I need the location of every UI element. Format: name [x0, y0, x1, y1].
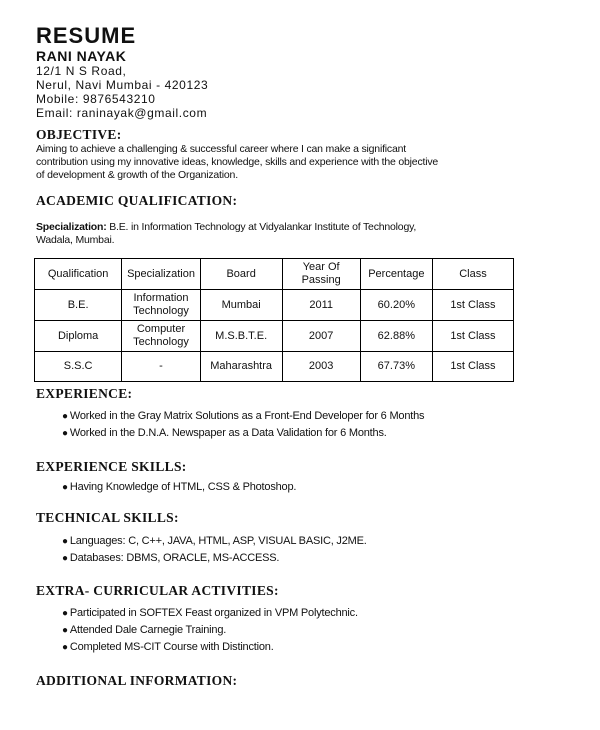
address-line-1: 12/1 N S Road,	[36, 64, 127, 78]
table-row	[35, 321, 514, 352]
experience-skills-list	[62, 479, 562, 496]
technical-skills-heading: TECHNICAL SKILLS:	[36, 510, 179, 525]
table-header-cell: Qualification	[35, 259, 122, 290]
bullet-icon: ●	[62, 642, 68, 653]
list-item: ● Languages: C, C++, JAVA, HTML, ASP, VISUAL BASIC, J2ME.	[62, 535, 367, 547]
table-cell: S.S.C	[35, 352, 122, 382]
table-cell: 1st Class	[432, 321, 513, 352]
table-cell: Diploma	[35, 321, 122, 352]
bullet-icon: ●	[62, 608, 68, 619]
objective-heading: OBJECTIVE:	[36, 127, 122, 142]
table-header-cell: Percentage	[360, 259, 432, 290]
table-cell: 1st Class	[432, 352, 513, 382]
candidate-name: RANI NAYAK	[36, 48, 127, 64]
extra-curricular-heading: EXTRA- CURRICULAR ACTIVITIES:	[36, 583, 279, 598]
table-header-cell: Year Of Passing	[282, 259, 360, 290]
bullet-icon: ●	[62, 553, 68, 564]
table-header-row	[35, 259, 514, 290]
table-cell: Mumbai	[200, 290, 282, 321]
table-header-cell: Class	[432, 259, 513, 290]
table-header-cell: Specialization	[122, 259, 201, 290]
list-item: ● Databases: DBMS, ORACLE, MS-ACCESS.	[62, 552, 280, 564]
table-cell: 1st Class	[432, 290, 513, 321]
objective-line-1: Aiming to achieve a challenging & successful career where I can make a significant	[36, 143, 406, 155]
table-header-cell: Board	[200, 259, 282, 290]
technical-skills-list	[62, 533, 562, 567]
extra-curricular-list	[62, 605, 562, 656]
list-item: ● Completed MS-CIT Course with Distinction.	[62, 641, 274, 653]
objective-text	[36, 143, 566, 182]
bullet-icon: ●	[62, 536, 68, 547]
specialization-detail: B.E. in Information Technology at Vidyalankar Institute of Technology,	[106, 221, 417, 233]
bullet-icon: ●	[62, 482, 68, 493]
bullet-icon: ●	[62, 428, 68, 439]
qualification-table	[34, 258, 514, 382]
table-cell: 62.88%	[360, 321, 432, 352]
table-cell: 2007	[282, 321, 360, 352]
list-item: ● Worked in the D.N.A. Newspaper as a Data Validation for 6 Months.	[62, 427, 387, 439]
academic-heading: ACADEMIC QUALIFICATION:	[36, 193, 238, 208]
table-cell: -	[122, 352, 201, 382]
mobile-number: Mobile: 9876543210	[36, 92, 156, 106]
objective-line-2: contribution using my innovative ideas, knowledge, skills and experience with the objective	[36, 156, 439, 168]
resume-page	[36, 24, 566, 120]
table-cell: 60.20%	[360, 290, 432, 321]
resume-title: RESUME	[36, 23, 137, 48]
table-cell: Computer Technology	[122, 321, 201, 352]
experience-list	[62, 408, 562, 442]
specialization-detail-2: Wadala, Mumbai.	[36, 234, 115, 246]
additional-info-heading: ADDITIONAL INFORMATION:	[36, 673, 238, 688]
list-item: ● Attended Dale Carnegie Training.	[62, 624, 227, 636]
experience-heading: EXPERIENCE:	[36, 386, 133, 401]
bullet-icon: ●	[62, 411, 68, 422]
table-cell: Maharashtra	[200, 352, 282, 382]
experience-skills-heading: EXPERIENCE SKILLS:	[36, 459, 187, 474]
objective-line-3: of development & growth of the Organization.	[36, 169, 238, 181]
table-cell: 2003	[282, 352, 360, 382]
table-row	[35, 352, 514, 382]
table-cell: B.E.	[35, 290, 122, 321]
list-item: ● Having Knowledge of HTML, CSS & Photoshop.	[62, 481, 297, 493]
bullet-icon: ●	[62, 625, 68, 636]
table-row	[35, 290, 514, 321]
table-cell: Information Technology	[122, 290, 201, 321]
table-cell: 2011	[282, 290, 360, 321]
table-cell: 67.73%	[360, 352, 432, 382]
table-cell: M.S.B.T.E.	[200, 321, 282, 352]
list-item: ● Worked in the Gray Matrix Solutions as a Front-End Developer for 6 Months	[62, 410, 425, 422]
list-item: ● Participated in SOFTEX Feast organized in VPM Polytechnic.	[62, 607, 358, 619]
address-line-2: Nerul, Navi Mumbai - 420123	[36, 78, 209, 92]
email-address: Email: raninayak@gmail.com	[36, 106, 208, 120]
specialization-label: Specialization:	[36, 221, 107, 233]
specialization-text	[36, 221, 566, 247]
